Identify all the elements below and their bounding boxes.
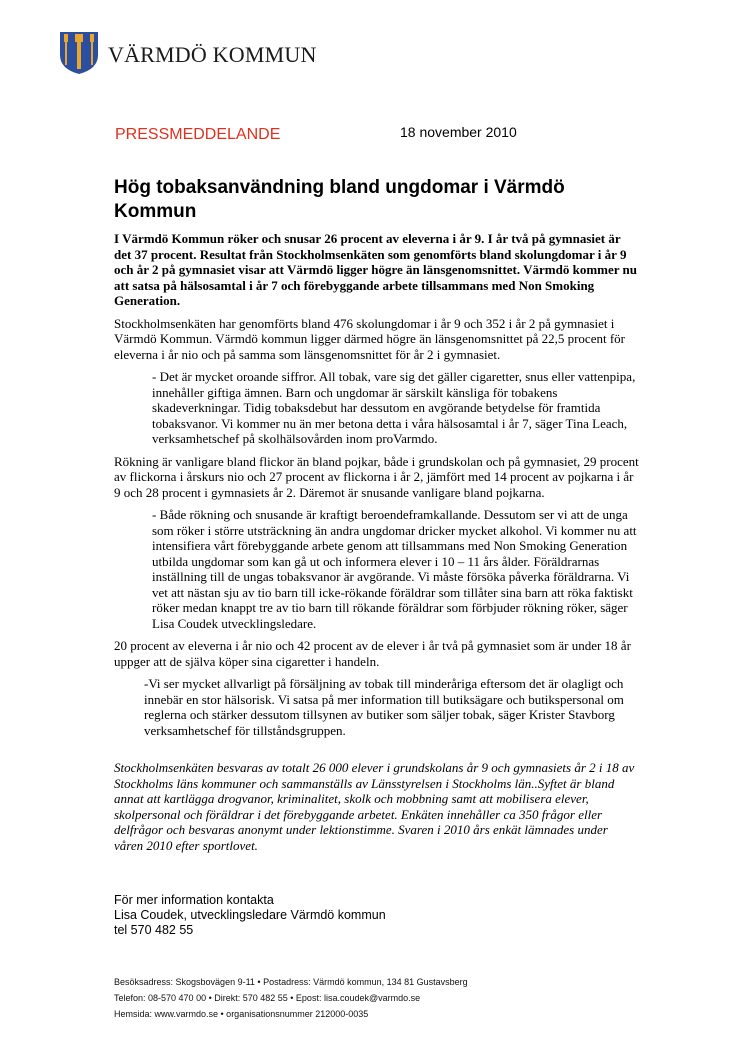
article-body: [114, 231, 639, 860]
quote-paragraph: -Vi ser mycket allvarligt på försäljning av tobak till minderåriga eftersom det är olagligt och innebär en stor hälsorisk. Vi satsa på mer information till butiksägare och butikspersonal om reglerna och stärker dessutom tillsynen av butiker som säljer tobak, säger Krister Stavborg verksamhetschef för tillståndsgruppen.: [144, 676, 624, 738]
document-type-label: PRESSMEDDELANDE: [115, 126, 281, 143]
contact-phone: tel 570 482 55: [114, 923, 194, 937]
footer: [114, 974, 468, 1022]
quote-paragraph: - Både rökning och snusande är kraftigt beroendeframkallande. Dessutom ser vi att de unga som röker i större utsträckning än andra ungdomar dricker mycket alkohol. Vi kommer nu att intensifiera vårt förebyggande arbete genom att tillsammans med Non Smoking Generation utbilda ungdomar som kan gå ut och informera elever i 10 – 11 års ålder. Föräldrarnas inställning till de ungas tobaksvanor är avgörande. Vi måste försöka påverka föräldrarna. Vi vet att nästan sju av tio barn till icke-rökande föräldrar som tillåter sina barn att röka faktiskt röker medan knappt tre av tio barn till rökande föräldrar som förbjuder rökning röker, säger Lisa Coudek utvecklingsledare.: [152, 507, 637, 631]
lead-paragraph: I Värmdö Kommun röker och snusar 26 procent av eleverna i år 9. I år två på gymnasiet är det 37 procent. Resultat från Stockholmsenkäten som genomförts bland skolungdomar i år 9 och år 2 på gymnasiet visar att Värmdö ligger högre än länsgenomsnittet. Värmdö kommer nu att satsa på hälsosamtal i år 7 och förebyggande arbete tillsammans med Non Smoking Generation.: [114, 231, 638, 308]
release-date: 18 november 2010: [400, 124, 517, 140]
footer-website: Hemsida: www.varmdo.se • organisationsnummer 212000-0035: [114, 1009, 369, 1019]
contact-intro: För mer information kontakta: [114, 893, 274, 907]
body-paragraph: 20 procent av eleverna i år nio och 42 procent av de elever i år två på gymnasiet som är under 18 år uppger att de själva köper sina cigaretter i handeln.: [114, 638, 631, 669]
varmdo-coat-of-arms-icon: [59, 31, 99, 75]
footer-phone-email: Telefon: 08-570 470 00 • Direkt: 570 482 55 • Epost: lisa.coudek@varmdo.se: [114, 993, 421, 1003]
body-paragraph: Rökning är vanligare bland flickor än bland pojkar, både i grundskolan och på gymnasiet, 29 procent av flickorna i årskurs nio och 27 procent av flickorna i år 2, jämfört med 14 procent av pojkarna i år 9 och 28 procent i gymnasiets år 2. Däremot är snusande vanligare bland pojkarna.: [114, 453, 639, 500]
contact-person: Lisa Coudek, utvecklingsledare Värmdö kommun: [114, 908, 386, 922]
survey-note: Stockholmsenkäten besvaras av totalt 26 000 elever i grundskolans år 9 och gymnasiets år 2 i 18 av Stockholms läns kommuner och sammanställs av Länsstyrelsen i Stockholms län..Syftet är bland annat att kartlägga drogvanor, kriminalitet, skolk och mobbning samt att mobilisera elever, skolpersonal och föräldrar i det förebyggande arbetet. Enkäten innehåller ca 350 frågor eller delfrågor och besvaras anonymt under lektionstimme. Svaren i 2010 års enkät lämnades under våren 2010 efter sportlovet.: [114, 760, 635, 853]
headline: Hög tobaksanvändning bland ungdomar i Värmdö Kommun: [114, 177, 565, 222]
organization-name: VÄRMDÖ KOMMUN: [108, 42, 317, 67]
quote-paragraph: - Det är mycket oroande siffror. All tobak, vare sig det gäller cigaretter, snus eller vattenpipa, innehåller giftiga ämnen. Barn och ungdomar är särskilt känsliga för tobakens skadeverkningar. Tidig tobaksdebut har dessutom en avgörande betydelse för framtida tobaksvanor. Vi kommer nu än mer betona detta i våra hälsosamtal i år 7, säger Tina Leach, verksamhetschef på skolhälsovården inom proVarmdo.: [152, 369, 636, 446]
contact-block: [114, 893, 386, 938]
footer-address: Besöksadress: Skogsbovägen 9-11 • Postadress: Värmdö kommun, 134 81 Gustavsberg: [114, 977, 468, 987]
body-paragraph: Stockholmsenkäten har genomförts bland 476 skolungdomar i år 9 och 352 i år 2 på gymnasiet i Värmdö Kommun. Värmdö kommun ligger därmed högre än länsgenomsnittet på 22,5 procent för eleverna i år nio och på samma som länsgenomsnittet för år 2 i gymnasiet.: [114, 315, 625, 362]
